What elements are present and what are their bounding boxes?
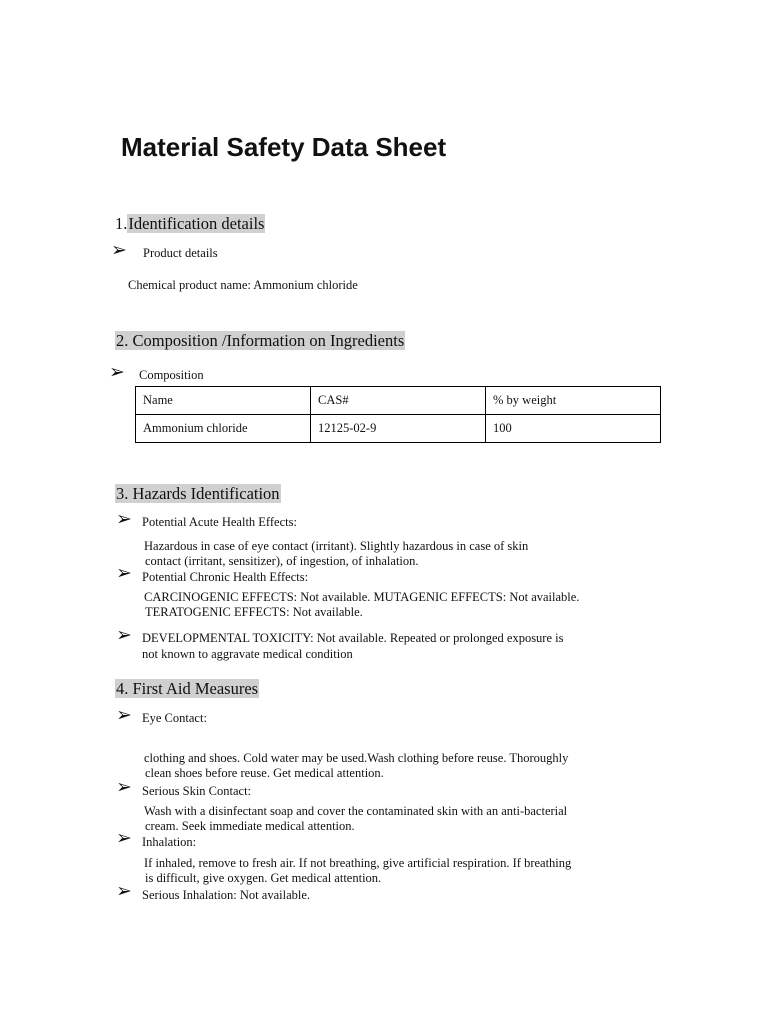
section-1-heading: [115, 214, 265, 234]
eye-contact-label: Eye Contact:: [142, 711, 207, 725]
bullet-arrow-icon: ➢: [116, 705, 132, 726]
bullet-arrow-icon: ➢: [111, 240, 127, 261]
composition-table: [135, 386, 661, 443]
skin-contact-label: Serious Skin Contact:: [142, 784, 252, 798]
table-header-cell: CAS#: [311, 387, 486, 415]
section-4-title: 4. First Aid Measures: [116, 679, 259, 698]
bullet-arrow-icon: ➢: [116, 563, 132, 584]
eye-contact-text: clean shoes before reuse. Get medical attention.: [145, 766, 384, 780]
eye-contact-text: clothing and shoes. Cold water may be used.Wash clothing before reuse. Thoroughly: [144, 751, 569, 765]
table-header-cell: % by weight: [486, 387, 661, 415]
table-cell: 100: [486, 415, 661, 443]
chronic-effects-label: Potential Chronic Health Effects:: [142, 570, 309, 584]
section-2-heading: [115, 331, 405, 351]
chemical-product-name: Chemical product name: Ammonium chloride: [128, 278, 358, 292]
bullet-arrow-icon: ➢: [116, 625, 132, 646]
bullet-arrow-icon: ➢: [116, 777, 132, 798]
bullet-arrow-icon: ➢: [109, 362, 125, 383]
skin-contact-text: cream. Seek immediate medical attention.: [145, 819, 355, 833]
chronic-effects-text: CARCINOGENIC EFFECTS: Not available. MUTAGENIC EFFECTS: Not available.: [144, 590, 580, 604]
document-title: Material Safety Data Sheet: [121, 132, 447, 162]
developmental-toxicity-text: not known to aggravate medical condition: [142, 647, 353, 661]
table-header-row: [136, 387, 661, 415]
section-1-number: 1.: [115, 214, 128, 233]
inhalation-text: If inhaled, remove to fresh air. If not breathing, give artificial respiration. If breathing: [144, 856, 572, 870]
section-3-heading: [115, 484, 281, 504]
skin-contact-text: Wash with a disinfectant soap and cover the contaminated skin with an anti-bacterial: [144, 804, 568, 818]
bullet-arrow-icon: ➢: [116, 509, 132, 530]
section-2-title: 2. Composition /Information on Ingredients: [116, 331, 405, 350]
serious-inhalation-text: Serious Inhalation: Not available.: [142, 888, 311, 902]
section-3-title: 3. Hazards Identification: [116, 484, 280, 503]
table-row: [136, 415, 661, 443]
bullet-arrow-icon: ➢: [116, 881, 132, 902]
developmental-toxicity-text: DEVELOPMENTAL TOXICITY: Not available. Repeated or prolonged exposure is: [142, 631, 564, 645]
table-header-cell: Name: [136, 387, 311, 415]
inhalation-label: Inhalation:: [142, 835, 197, 849]
acute-effects-text: contact (irritant, sensitizer), of ingestion, of inhalation.: [145, 554, 419, 568]
chronic-effects-text: TERATOGENIC EFFECTS: Not available.: [145, 605, 363, 619]
section-4-heading: [115, 679, 259, 699]
acute-effects-label: Potential Acute Health Effects:: [142, 515, 297, 529]
bullet-arrow-icon: ➢: [116, 828, 132, 849]
acute-effects-text: Hazardous in case of eye contact (irritant). Slightly hazardous in case of skin: [144, 539, 529, 553]
table-cell: 12125-02-9: [311, 415, 486, 443]
product-details-label: Product details: [143, 246, 218, 260]
section-1-title: Identification details: [128, 214, 265, 233]
table-cell: Ammonium chloride: [136, 415, 311, 443]
inhalation-text: is difficult, give oxygen. Get medical attention.: [145, 871, 382, 885]
composition-label: Composition: [139, 368, 204, 382]
